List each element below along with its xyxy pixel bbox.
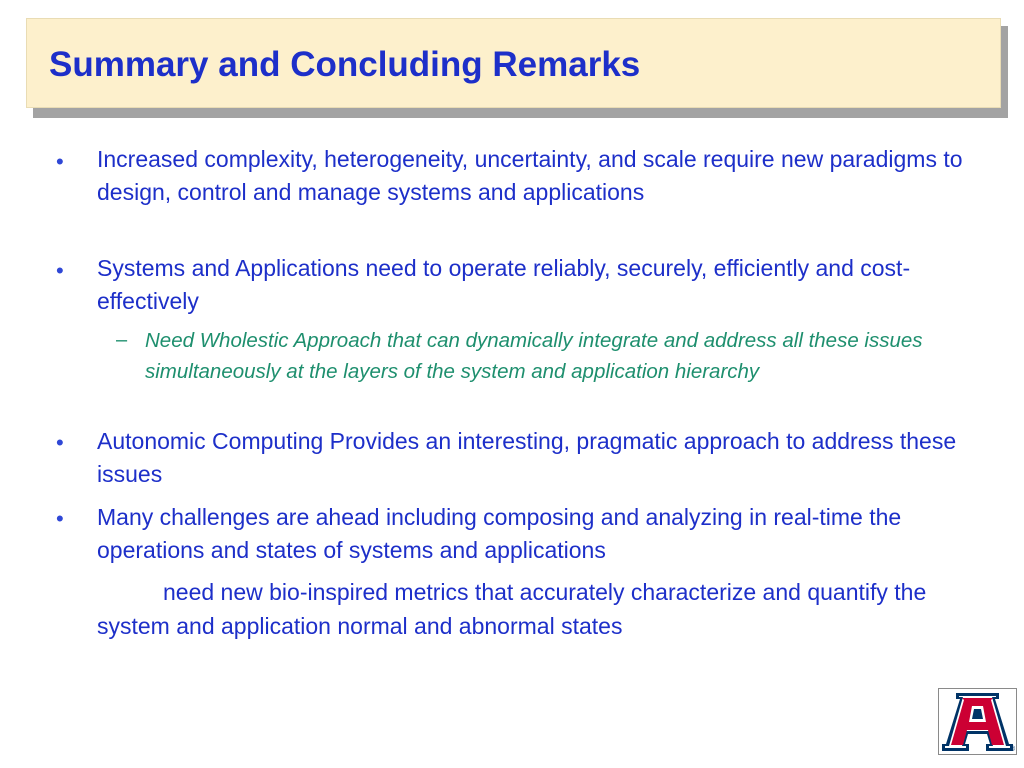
- bullet-text: Many challenges are ahead including composing and analyzing in real-time the operations and states of systems and applications: [97, 504, 902, 563]
- bullet-marker: •: [56, 258, 64, 283]
- bullet-marker: •: [56, 149, 64, 174]
- slide-title: Summary and Concluding Remarks: [49, 45, 641, 84]
- bullet-text: Systems and Applications need to operate reliably, securely, efficiently and cost-effectively: [97, 255, 911, 314]
- bullet-text: Increased complexity, heterogeneity, uncertainty, and scale require new paradigms to design, control and manage systems and applications: [97, 146, 963, 205]
- bullet-text: Autonomic Computing Provides an interesting, pragmatic approach to address these issues: [97, 428, 957, 487]
- registered-mark: ®: [1010, 746, 1016, 753]
- bullet-marker: •: [56, 506, 64, 531]
- bullet-marker: •: [56, 430, 64, 455]
- block-a-logo-icon: [939, 689, 1016, 754]
- continuation-text: need new bio-inspired metrics that accurately characterize and quantify the system and application normal and abnormal states: [97, 579, 927, 639]
- sub-bullet-marker: –: [116, 329, 128, 351]
- university-logo: [938, 688, 1017, 755]
- sub-bullet-text: Need Wholestic Approach that can dynamically integrate and address all these issues simultaneously at the layers of the system and application hierarchy: [145, 329, 923, 383]
